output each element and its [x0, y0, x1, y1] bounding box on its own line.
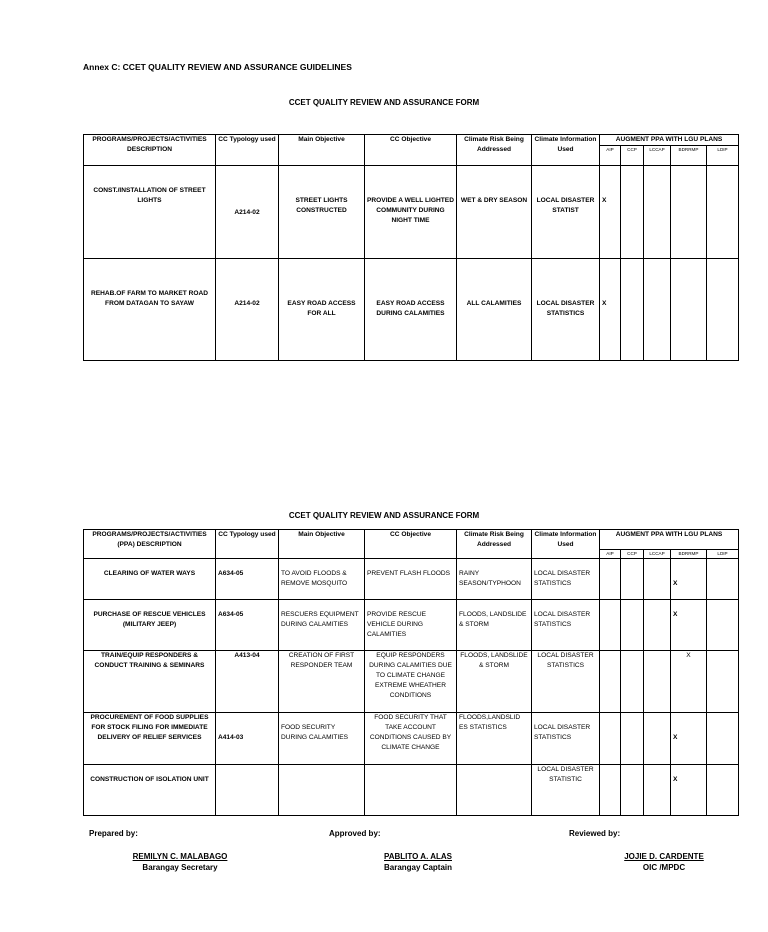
- cell-bdrrmp: [671, 166, 707, 259]
- cell-main-objective: FOOD SECURITY DURING CALAMITIES: [279, 713, 365, 765]
- cell-ldip: [707, 166, 739, 259]
- cell-ldip: [707, 765, 739, 816]
- cell-climate-risk: FLOODS, LANDSLIDE & STORM: [457, 651, 532, 713]
- cell-ldip: [707, 259, 739, 361]
- col-ldip: LDIP: [707, 146, 739, 166]
- col-typology: CC Typology used: [216, 530, 279, 559]
- cell-climate-risk: [457, 765, 532, 816]
- annex-heading: Annex C: CCET QUALITY REVIEW AND ASSURANCE GUIDELINES: [83, 62, 352, 72]
- cell-ccp: [621, 166, 644, 259]
- cell-main-objective: RESCUERS EQUIPMENT DURING CALAMITIES: [279, 600, 365, 651]
- cell-climate-risk: WET & DRY SEASON: [457, 166, 532, 259]
- cell-ccp: [621, 713, 644, 765]
- col-ccp: CCP: [621, 146, 644, 166]
- cell-main-objective: [279, 765, 365, 816]
- cell-aip: [600, 651, 621, 713]
- col-lccap: LCCAP: [644, 146, 671, 166]
- cell-climate-info: LOCAL DISASTER STATISTICS: [532, 713, 600, 765]
- cell-cc-objective: FOOD SECURITY THAT TAKE ACCOUNT CONDITIONS CAUSED BY CLIMATE CHANGE: [365, 713, 457, 765]
- cell-aip: X: [600, 166, 621, 259]
- prepared-by-role: Barangay Secretary: [142, 863, 218, 872]
- cell-ccp: [621, 259, 644, 361]
- cell-lccap: [644, 600, 671, 651]
- cell-ppa: TRAIN/EQUIP RESPONDERS & CONDUCT TRAINING & SEMINARS: [84, 651, 216, 713]
- reviewed-by-role: OIC /MPDC: [642, 863, 686, 872]
- col-augment: AUGMENT PPA WITH LGU PLANS: [600, 135, 739, 146]
- col-ldip: LDIP: [707, 550, 739, 559]
- cell-climate-info: LOCAL DISASTER STATISTICS: [532, 559, 600, 600]
- cell-cc-objective: PROVIDE RESCUE VEHICLE DURING CALAMITIES: [365, 600, 457, 651]
- col-climate-info: Climate Information Used: [532, 135, 600, 166]
- table-row: [84, 259, 739, 361]
- cell-climate-risk: RAINY SEASON/TYPHOON: [457, 559, 532, 600]
- cell-lccap: [644, 713, 671, 765]
- cell-ldip: [707, 651, 739, 713]
- approved-by-name: PABLITO A. ALAS: [384, 852, 452, 861]
- cell-cc-objective: EQUIP RESPONDERS DURING CALAMITIES DUE TO CLIMATE CHANGE EXTREME WHEATHER CONDITIONS: [365, 651, 457, 713]
- reviewed-by-label: Reviewed by:: [569, 829, 621, 838]
- cell-aip: [600, 559, 621, 600]
- cell-climate-risk: FLOODS, LANDSLIDE & STORM: [457, 600, 532, 651]
- cell-main-objective: CREATION OF FIRST RESPONDER TEAM: [279, 651, 365, 713]
- cell-cc-objective: [365, 765, 457, 816]
- cell-aip: [600, 765, 621, 816]
- cell-typology: A214-02: [216, 259, 279, 361]
- cell-ppa: CLEARING OF WATER WAYS: [84, 559, 216, 600]
- col-augment: AUGMENT PPA WITH LGU PLANS: [600, 530, 739, 550]
- cell-ldip: [707, 713, 739, 765]
- col-main-objective: Main Objective: [279, 530, 365, 559]
- cell-main-objective: EASY ROAD ACCESS FOR ALL: [279, 259, 365, 361]
- col-cc-objective: CC Objective: [365, 530, 457, 559]
- col-ccp: CCP: [621, 550, 644, 559]
- cell-lccap: [644, 166, 671, 259]
- prepared-by-name: REMILYN C. MALABAGO: [132, 852, 228, 861]
- cell-cc-objective: PREVENT FLASH FLOODS: [365, 559, 457, 600]
- cell-climate-info: LOCAL DISASTER STATISTIC: [532, 765, 600, 816]
- cell-ldip: [707, 600, 739, 651]
- col-cc-objective: CC Objective: [365, 135, 457, 166]
- col-lccap: LCCAP: [644, 550, 671, 559]
- col-climate-risk: Climate Risk Being Addressed: [457, 530, 532, 559]
- table-row: [84, 713, 739, 765]
- reviewed-by-name: JOJIE D. CARDENTE: [624, 852, 704, 861]
- cell-lccap: [644, 651, 671, 713]
- table-row: [84, 651, 739, 713]
- cell-bdrrmp: X: [671, 651, 707, 713]
- cell-aip: X: [600, 259, 621, 361]
- cell-climate-info: LOCAL DISASTER STATISTICS: [532, 651, 600, 713]
- approved-by-label: Approved by:: [329, 829, 381, 838]
- cell-ldip: [707, 559, 739, 600]
- cell-main-objective: TO AVOID FLOODS & REMOVE MOSQUITO: [279, 559, 365, 600]
- col-aip: AIP: [600, 146, 621, 166]
- cell-climate-info: LOCAL DISASTER STATIST: [532, 166, 600, 259]
- cell-aip: [600, 713, 621, 765]
- cell-climate-risk: FLOODS,LANDSLID ES STATISTICS: [457, 713, 532, 765]
- cell-ccp: [621, 765, 644, 816]
- cell-ccp: [621, 651, 644, 713]
- cell-typology: A414-03: [216, 713, 279, 765]
- cell-ppa: CONST./INSTALLATION OF STREET LIGHTS: [84, 166, 216, 259]
- col-ppa: PROGRAMS/PROJECTS/ACTIVITIES (PPA) DESCRIPTION: [84, 530, 216, 559]
- cell-typology: A634-05: [216, 600, 279, 651]
- cell-ccp: [621, 559, 644, 600]
- col-bdrrmp: BDRRMP: [671, 550, 707, 559]
- cell-lccap: [644, 765, 671, 816]
- ccet-table-1: [83, 134, 739, 361]
- col-main-objective: Main Objective: [279, 135, 365, 166]
- table-row: [84, 600, 739, 651]
- cell-bdrrmp: X: [671, 600, 707, 651]
- cell-ppa: PURCHASE OF RESCUE VEHICLES (MILITARY JEEP): [84, 600, 216, 651]
- table-row: [84, 765, 739, 816]
- cell-bdrrmp: X: [671, 765, 707, 816]
- cell-ccp: [621, 600, 644, 651]
- cell-climate-risk: ALL CALAMITIES: [457, 259, 532, 361]
- col-typology: CC Typology used: [216, 135, 279, 166]
- prepared-by-label: Prepared by:: [89, 829, 138, 838]
- form-title-2: CCET QUALITY REVIEW AND ASSURANCE FORM: [288, 511, 480, 520]
- cell-aip: [600, 600, 621, 651]
- cell-typology: [216, 765, 279, 816]
- table-row: [84, 559, 739, 600]
- cell-ppa: CONSTRUCTION OF ISOLATION UNIT: [84, 765, 216, 816]
- cell-main-objective: STREET LIGHTS CONSTRUCTED: [279, 166, 365, 259]
- cell-climate-info: LOCAL DISASTER STATISTICS: [532, 600, 600, 651]
- cell-ppa: PROCUREMENT OF FOOD SUPPLIES FOR STOCK FILING FOR IMMEDIATE DELIVERY OF RELIEF SERVICES: [84, 713, 216, 765]
- cell-typology: A214-02: [216, 166, 279, 259]
- approved-by-role: Barangay Captain: [383, 863, 453, 872]
- col-ppa: PROGRAMS/PROJECTS/ACTIVITIES DESCRIPTION: [84, 135, 216, 166]
- form-title-1: CCET QUALITY REVIEW AND ASSURANCE FORM: [288, 98, 480, 107]
- col-climate-risk: Climate Risk Being Addressed: [457, 135, 532, 166]
- col-climate-info: Climate Information Used: [532, 530, 600, 559]
- cell-cc-objective: EASY ROAD ACCESS DURING CALAMITIES: [365, 259, 457, 361]
- ccet-table-2: [83, 529, 739, 816]
- col-aip: AIP: [600, 550, 621, 559]
- cell-bdrrmp: X: [671, 559, 707, 600]
- cell-bdrrmp: X: [671, 713, 707, 765]
- cell-ppa: REHAB.OF FARM TO MARKET ROAD FROM DATAGAN TO SAYAW: [84, 259, 216, 361]
- cell-bdrrmp: [671, 259, 707, 361]
- cell-typology: A413-04: [216, 651, 279, 713]
- table-row: [84, 166, 739, 259]
- cell-climate-info: LOCAL DISASTER STATISTICS: [532, 259, 600, 361]
- cell-typology: A634-05: [216, 559, 279, 600]
- cell-cc-objective: PROVIDE A WELL LIGHTED COMMUNITY DURING NIGHT TIME: [365, 166, 457, 259]
- cell-lccap: [644, 259, 671, 361]
- col-bdrrmp: BDRRMP: [671, 146, 707, 166]
- cell-lccap: [644, 559, 671, 600]
